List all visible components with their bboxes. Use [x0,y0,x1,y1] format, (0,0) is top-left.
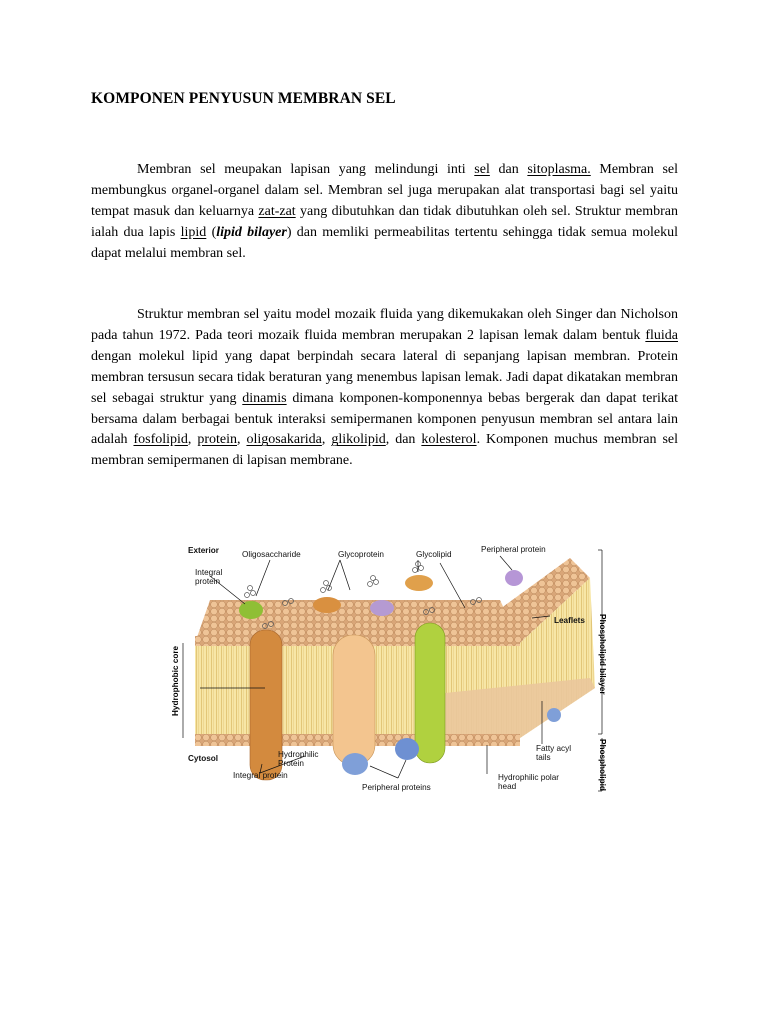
link-fosfolipid[interactable]: fosfolipid [133,432,188,448]
text: ( [206,224,217,240]
label-hydrophilic-protein-1: Hydrophilic [278,750,319,759]
glycoprotein-blob [313,597,341,613]
label-glycolipid: Glycolipid [416,550,452,559]
text: Struktur membran sel yaitu model mozaik fluida yang dikemukakan oleh Singer dan Nicholson pada tahun 1972. Pada teori mozaik fluida membran merupakan 2 lapisan lemak dalam bentuk [91,307,678,343]
label-oligosaccharide: Oligosaccharide [242,550,301,559]
text: dan [489,162,528,177]
label-integral-protein-2: protein [195,577,221,586]
label-hydrophobic-core: Hydrophobic core [171,645,180,716]
glycolipid-blob [405,575,433,591]
link-dinamis[interactable]: dinamis [242,390,287,406]
peripheral-protein-blue-3 [547,708,561,722]
label-glycoprotein: Glycoprotein [338,550,384,559]
link-glikolipid[interactable]: glikolipid [331,432,386,448]
text: dimana komponen-komponennya bebas bergerak dan dapat terikat bersama dalam berbagai bentuk interaksi semipermanen komponen penyusun membran sel antara lain adalah [91,390,679,448]
label-phospholipid-bilayer: Phospholipid bilayer [598,614,607,695]
text: , [187,432,198,448]
link-zat-zat[interactable]: zat-zat [258,203,296,219]
label-hydrophilic-polar-head-1: Hydrophilic polar [498,773,559,782]
peripheral-protein-blue-1 [342,753,368,775]
text: , [321,432,332,448]
text: Membran sel meupakan lapisan yang melindungi inti [137,162,475,177]
paragraph-2 [91,305,678,472]
integral-protein-tan [333,635,375,765]
membrane-diagram [170,538,620,798]
link-sel[interactable]: sel [474,162,490,177]
link-lipid[interactable]: lipid [180,224,207,240]
integral-protein-small-green [239,601,263,619]
document-title: KOMPONEN PENYUSUN MEMBRAN SEL [91,90,396,107]
label-exterior: Exterior [188,546,219,555]
peripheral-protein-purple [370,600,394,616]
label-hydrophilic-protein-2: Protein [278,759,304,768]
integral-protein-green [415,623,445,763]
text: yang dibutuhkan dan tidak dibutuhkan oleh sel. Struktur membran ialah dua lapis [91,203,678,240]
label-phospholipid: Phospholipid [598,739,607,791]
text: , [237,432,247,448]
label-peripheral-proteins: Peripheral proteins [362,783,431,792]
label-cytosol: Cytosol [188,754,219,763]
link-fluida[interactable]: fluida [645,327,678,343]
label-leaflets: Leaflets [554,616,585,625]
link-oligosakarida[interactable]: oligosakarida [246,432,322,448]
membrane-illustration [170,538,620,798]
peripheral-protein-blue-2 [395,738,419,760]
label-peripheral-protein: Peripheral protein [481,545,546,554]
label-fatty-acyl-tails-2: tails [536,753,551,762]
text: , dan [385,432,422,448]
peripheral-protein-top-purple [505,570,523,586]
label-integral-protein-1: Integral [195,568,223,577]
label-integral-protein-bottom: Integral protein [233,771,288,780]
text: dengan molekul lipid yang dapat berpindah secara lateral di sepanjang lapisan membran. Protein membran tersusun secara tidak beraturan yang menembus lapisan lemak. Jadi dapat dikatakan membran sel sebagai struktur yang [91,348,678,406]
link-sitoplasma[interactable]: sitoplasma. [527,162,591,177]
link-protein[interactable]: protein [197,432,238,448]
text: Membran sel membungkus organel-organel dalam sel. Membran sel juga merupakan alat transportasi bagi sel yaitu tempat masuk dan keluarnya [91,162,679,219]
label-fatty-acyl-tails-1: Fatty acyl [536,744,572,753]
link-kolesterol[interactable]: kolesterol [421,432,477,448]
text: . Komponen muchus membran sel membran semipermanen di lapisan membrane. [91,432,679,469]
label-hydrophilic-polar-head-2: head [498,782,517,791]
term-lipid-bilayer: lipid bilayer [216,224,287,240]
text: ) dan memliki permeabilitas tertentu sehingga tidak semua molekul dapat melalui membran sel. [91,224,678,261]
paragraph-1 [91,160,678,265]
